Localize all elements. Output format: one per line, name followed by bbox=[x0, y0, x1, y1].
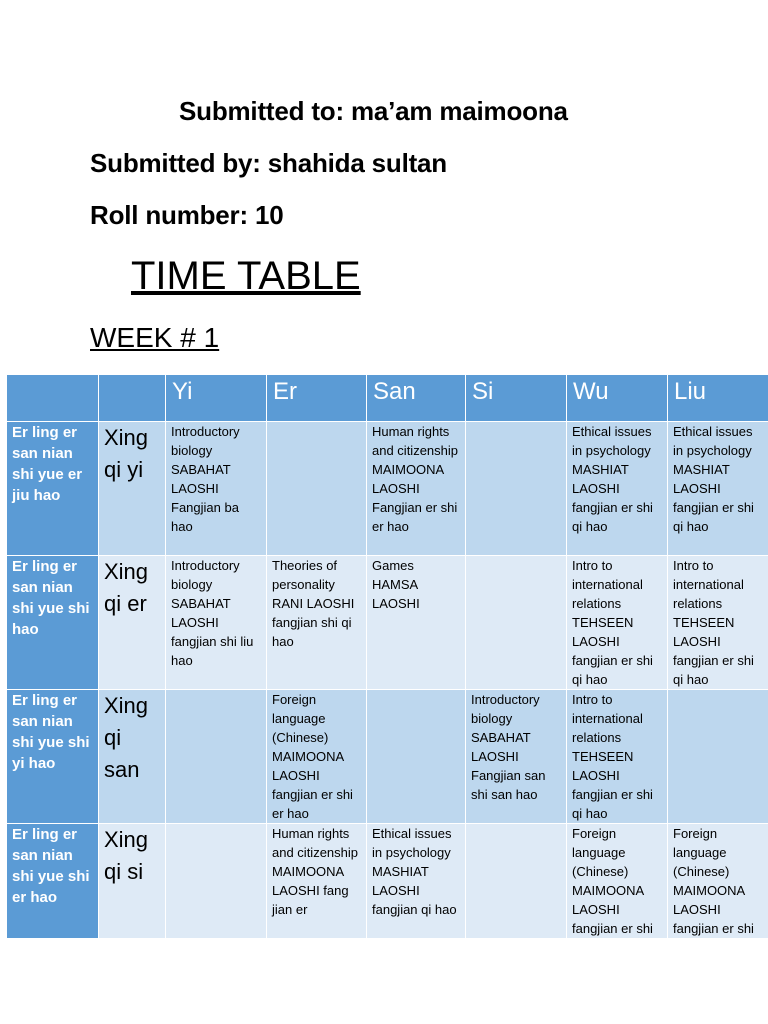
class-cell bbox=[166, 690, 267, 824]
timetable-header-row bbox=[7, 375, 768, 422]
class-cell: Foreign language (Chinese) MAIMOONA LAOSHI fangjian er shi bbox=[668, 824, 768, 939]
class-cell: Intro to international relations TEHSEEN LAOSHI fangjian er shi qi hao bbox=[567, 690, 668, 824]
class-cell: Intro to international relations TEHSEEN LAOSHI fangjian er shi qi hao bbox=[668, 556, 768, 690]
class-cell: Introductory biology SABAHAT LAOSHI Fangjian san shi san hao bbox=[466, 690, 567, 824]
column-header-wu: Wu bbox=[567, 375, 668, 422]
submitted-to: Submitted to: ma’am maimoona bbox=[179, 96, 568, 126]
submitted-by: Submitted by: shahida sultan bbox=[90, 148, 447, 178]
class-cell: Theories of personality RANI LAOSHI fangjian shi qi hao bbox=[267, 556, 367, 690]
class-cell bbox=[367, 690, 466, 824]
class-cell: Games HAMSA LAOSHI bbox=[367, 556, 466, 690]
day-cell: Xing qi si bbox=[99, 824, 166, 939]
table-row bbox=[7, 556, 768, 690]
class-cell: Introductory biology SABAHAT LAOSHI Fangjian ba hao bbox=[166, 422, 267, 556]
table-row bbox=[7, 690, 768, 824]
class-cell bbox=[267, 422, 367, 556]
class-cell: Human rights and citizenship MAIMOONA LAOSHI fang jian er bbox=[267, 824, 367, 939]
date-cell: Er ling er san nian shi yue shi yi hao bbox=[7, 690, 99, 824]
day-cell: Xing qi er bbox=[99, 556, 166, 690]
timetable bbox=[6, 374, 768, 939]
column-header-er: Er bbox=[267, 375, 367, 422]
date-cell: Er ling er san nian shi yue shi er hao bbox=[7, 824, 99, 939]
class-cell: Ethical issues in psychology MASHIAT LAOSHI fangjian qi hao bbox=[367, 824, 466, 939]
class-cell: Introductory biology SABAHAT LAOSHI fangjian shi liu hao bbox=[166, 556, 267, 690]
column-header bbox=[7, 375, 99, 422]
week-heading: WEEK # 1 bbox=[90, 322, 220, 353]
day-cell: Xing qi yi bbox=[99, 422, 166, 556]
class-cell bbox=[466, 556, 567, 690]
roll-number: Roll number: 10 bbox=[90, 200, 284, 230]
page-title: TIME TABLE bbox=[131, 254, 361, 298]
column-header bbox=[99, 375, 166, 422]
day-cell: Xing qi san bbox=[99, 690, 166, 824]
date-cell: Er ling er san nian shi yue er jiu hao bbox=[7, 422, 99, 556]
class-cell: Ethical issues in psychology MASHIAT LAOSHI fangjian er shi qi hao bbox=[668, 422, 768, 556]
column-header-san: San bbox=[367, 375, 466, 422]
class-cell bbox=[166, 824, 267, 939]
class-cell bbox=[668, 690, 768, 824]
class-cell: Foreign language (Chinese) MAIMOONA LAOSHI fangjian er shi bbox=[567, 824, 668, 939]
class-cell bbox=[466, 824, 567, 939]
class-cell bbox=[466, 422, 567, 556]
column-header-yi: Yi bbox=[166, 375, 267, 422]
class-cell: Intro to international relations TEHSEEN LAOSHI fangjian er shi qi hao bbox=[567, 556, 668, 690]
class-cell: Human rights and citizenship MAIMOONA LAOSHI Fangjian er shi er hao bbox=[367, 422, 466, 556]
class-cell: Ethical issues in psychology MASHIAT LAOSHI fangjian er shi qi hao bbox=[567, 422, 668, 556]
date-cell: Er ling er san nian shi yue shi hao bbox=[7, 556, 99, 690]
class-cell: Foreign language (Chinese) MAIMOONA LAOSHI fangjian er shi er hao bbox=[267, 690, 367, 824]
column-header-si: Si bbox=[466, 375, 567, 422]
column-header-liu: Liu bbox=[668, 375, 768, 422]
table-row bbox=[7, 824, 768, 939]
table-row bbox=[7, 422, 768, 556]
